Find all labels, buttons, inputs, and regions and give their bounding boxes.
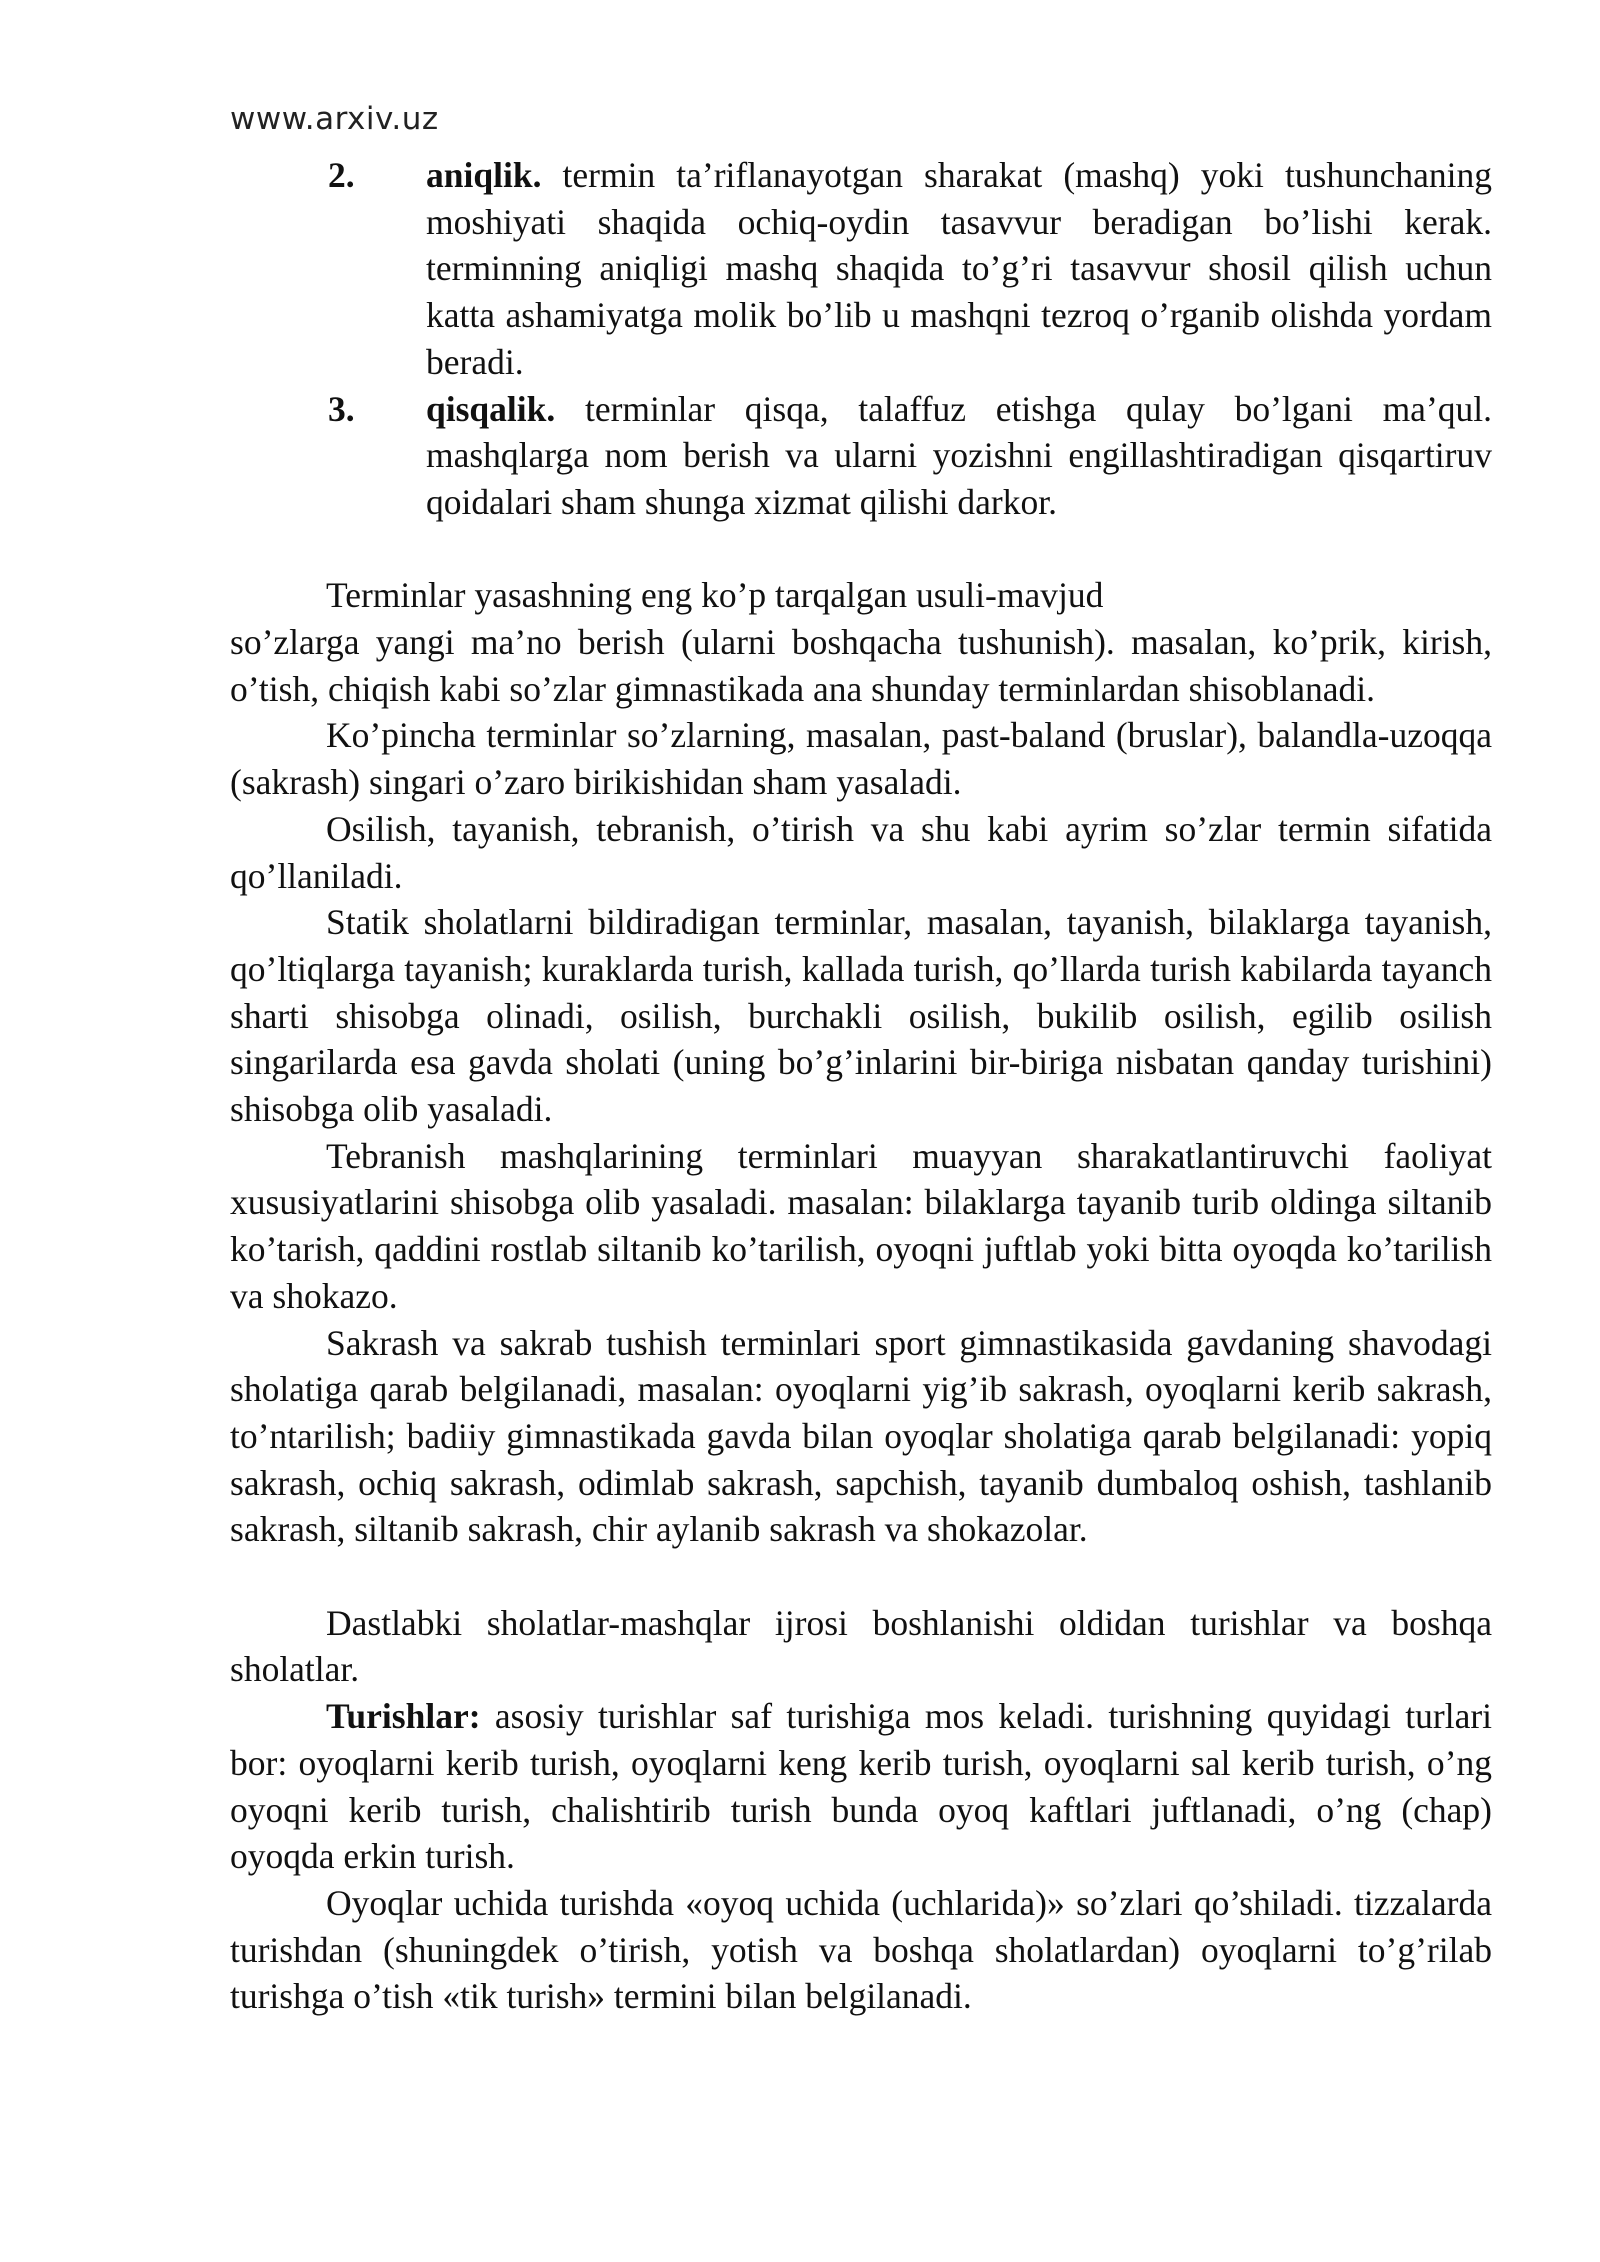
- paragraph-8-text: asosiy turishlar saf turishiga mos keladi. turishning quyidagi turlari bor: oyoqlarni kerib turish, oyoqlarni keng kerib turish, oyoqlarni sal kerib turish, o’ng oyoqni kerib turish, chalishtirib turish bunda oyoq kaftlari juftlanadi, o’ng (chap) oyoqda erkin turish.: [230, 1696, 1493, 1877]
- paragraph-8: [230, 1693, 1492, 1880]
- list-term: aniqlik.: [426, 155, 542, 195]
- list-number: 3.: [328, 388, 355, 429]
- list-item-3: [230, 386, 1492, 526]
- paragraph-9: Oyoqlar uchida turishda «oyoq uchida (uchlarida)» so’zlari qo’shiladi. tizzalarda turishdan (shuningdek o’tirish, yotish va boshqa sholatlardan) oyoqlarni to’g’rilab turishga o’tish «tik turish» termini bilan belgilanadi.: [230, 1882, 1492, 2017]
- paragraph-6: Sakrash va sakrab tushish terminlari sport gimnastikasida gavdaning shavodagi sholatiga qarab belgilanadi, masalan: oyoqlarni yig’ib sakrash, oyoqlarni kerib sakrash, to’ntarilish; badiiy gimnastikada gavda bilan oyoqlar sholatiga qarab belgilanadi: yopiq sakrash, ochiq sakrash, odimlab sakrash, sapchish, tayanib dumbaloq oshish, tashlanib sakrash, siltanib sakrash, chir aylanib sakrash va shokazolar.: [230, 1322, 1492, 1550]
- list-number: 2.: [328, 155, 355, 195]
- paragraph-3: Osilish, tayanish, tebranish, o’tirish va shu kabi ayrim so’zlar termin sifatida qo’llaniladi.: [230, 808, 1492, 896]
- site-watermark: www.arxiv.uz: [230, 101, 439, 137]
- document-body: [230, 152, 1492, 2020]
- paragraph-4: Statik sholatlarni bildiradigan terminlar, masalan, tayanish, bilaklarga tayanish, qo’ltiqlarga tayanish; kuraklarda turish, kallada turish, qo’llarda turish kabilarda tayanch sharti shisobga olinadi, osilish, burchakli osilish, bukilib osilish, egilib osilish singarilarda esa gavda sholati (uning bo’g’inlarini bir-biriga nisbatan qanday turishini) shisobga olib yasaladi.: [230, 902, 1492, 1130]
- paragraph-7: Dastlabki sholatlar-mashqlar ijrosi boshlanishi oldidan turishlar va boshqa sholatlar.: [230, 1602, 1492, 1690]
- list-text: terminlar qisqa, talaffuz etishga qulay bo’lgani ma’qul. mashqlarga nom berish va ularni yozishni engillashtiradigan qisqartiruv qoidalari sham shunga xizmat qilishi darkor.: [426, 388, 1492, 522]
- list-term: qisqalik.: [426, 388, 556, 429]
- paragraph-term: Turishlar:: [326, 1696, 481, 1737]
- spacer: [230, 526, 1492, 573]
- spacer: [230, 1553, 1492, 1600]
- paragraph-1-first-line: Terminlar yasashning eng ko’p tarqalgan usuli-mavjud: [326, 575, 1104, 616]
- paragraph-5: Tebranish mashqlarining terminlari muayyan sharakatlantiruvchi faoliyat xususiyatlarini shisobga olib yasaladi. masalan: bilaklarga tayanib turib oldinga siltanib ko’tarish, qaddini rostlab siltanib ko’tarilish, oyoqni juftlab yoki bitta oyoqda ko’tarilish va shokazo.: [230, 1135, 1492, 1316]
- list-item-2: [230, 152, 1492, 386]
- paragraph-2: Ko’pincha terminlar so’zlarning, masalan, past-baland (bruslar), balandla-uzoqqa (sakrash) singari o’zaro birikishidan sham yasaladi.: [230, 715, 1492, 803]
- paragraph-1: so’zlarga yangi ma’no berish (ularni boshqacha tushunish). masalan, ko’prik, kirish, o’tish, chiqish kabi so’zlar gimnastikada ana shunday terminlardan shisoblanadi.: [230, 622, 1492, 709]
- list-text: termin ta’riflanayotgan sharakat (mashq) yoki tushunchaning moshiyati shaqida ochiq-oydin tasavvur beradigan bo’lishi kerak. terminning aniqligi mashq shaqida to’g’ri tasavvur shosil qilish uchun katta ashamiyatga molik bo’lib u mashqni tezroq o’rganib olishda yordam beradi.: [426, 155, 1492, 382]
